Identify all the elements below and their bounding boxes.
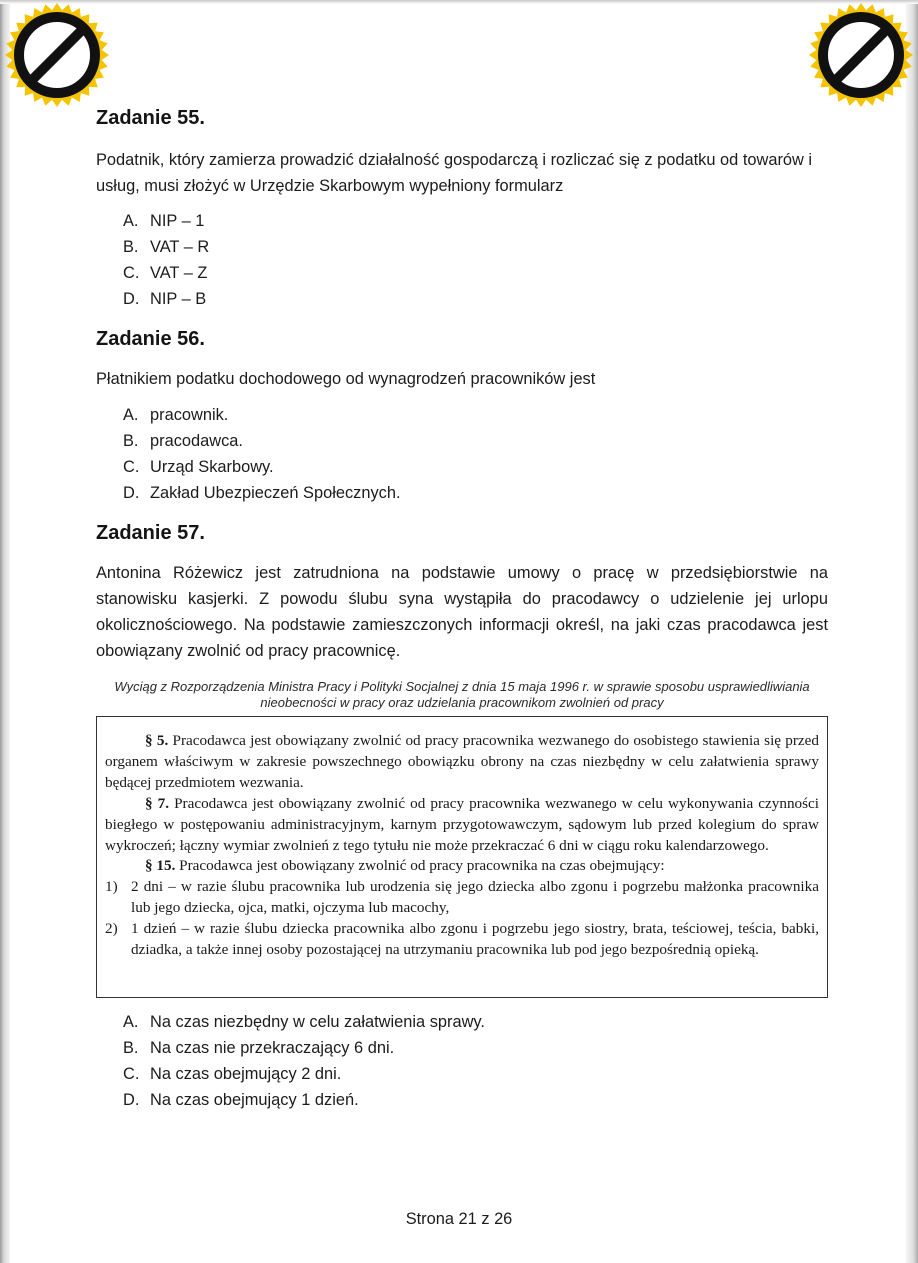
prohibited-icon	[808, 2, 914, 108]
excerpt-caption: Wyciąg z Rozporządzenia Ministra Pracy i Polityki Socjalnej z dnia 15 maja 1996 r. w sprawie sposobu usprawiedliwiania nieobecności w pracy oraz udzielania pracownikom zwolnień od pracy	[114, 679, 810, 710]
regulation-excerpt	[96, 716, 828, 998]
task-57-option-c[interactable]: C. Na czas obejmujący 2 dni.	[123, 1065, 342, 1083]
task-55-option-c[interactable]: C. VAT – Z	[123, 264, 208, 282]
scan-edge-left	[0, 0, 10, 1263]
paragraph-5: § 5. Pracodawca jest obowiązany zwolnić od pracy pracownika wezwanego do osobistego stawienia się przed organem właściwym w zakresie powszechnego obowiązku obrony na czas niezbędny w celu załatwienia sprawy będącej przedmiotem wezwania.	[105, 732, 820, 791]
page-number: Strona 21 z 26	[405, 1210, 513, 1228]
task-56-option-d[interactable]: D. Zakład Ubezpieczeń Społecznych.	[123, 484, 401, 502]
paragraph-15-item-1: 1) 2 dni – w razie ślubu pracownika lub urodzenia się jego dziecka albo zgonu i pogrzebu małżonka pracownika lub jego dziecka, ojca, matki, ojczyma lub macochy,	[105, 878, 819, 917]
task-56-option-a[interactable]: A. pracownik.	[123, 406, 229, 424]
task-57-option-a[interactable]: A. Na czas niezbędny w celu załatwienia sprawy.	[123, 1013, 485, 1031]
task-55-stem: Podatnik, który zamierza prowadzić działalność gospodarczą i rozliczać się z podatku od towarów i usług, musi złożyć w Urzędzie Skarbowym wypełniony formularz	[96, 151, 813, 195]
task-57-option-d[interactable]: D. Na czas obejmujący 1 dzień.	[123, 1091, 359, 1109]
task-56-option-c[interactable]: C. Urząd Skarbowy.	[123, 458, 274, 476]
task-56-stem: Płatnikiem podatku dochodowego od wynagrodzeń pracowników jest	[96, 370, 596, 388]
task-55-title: Zadanie 55.	[96, 107, 205, 129]
scan-edge-right	[906, 0, 918, 1263]
task-57-title: Zadanie 57.	[96, 522, 205, 544]
task-55-option-d[interactable]: D. NIP – B	[123, 290, 207, 308]
prohibited-icon	[4, 2, 110, 108]
scan-edge-top	[0, 0, 918, 4]
task-57-stem: Antonina Różewicz jest zatrudniona na podstawie umowy o pracę w przedsiębiorstwie na stanowisku kasjerki. Z powodu ślubu syna wystąpiła do pracodawcy o udzielenie jej urlopu okolicznościowego. Na podstawie zamieszczonych informacji określ, na jaki czas pracodawca jest obowiązany zwolnić od pracy pracownicę.	[96, 564, 828, 660]
paragraph-7: § 7. Pracodawca jest obowiązany zwolnić od pracy pracownika wezwanego w celu wykonywania czynności biegłego w postępowaniu administracyjnym, karnym przygotowawczym, sądowym lub przed kolegium do spraw wykroczeń; łączny wymiar zwolnień z tego tytułu nie może przekraczać 6 dni w ciągu roku kalendarzowego.	[105, 794, 820, 854]
paragraph-15-item-2: 2) 1 dzień – w razie ślubu dziecka pracownika albo zgonu i pogrzebu jego siostry, brata, teściowej, teścia, babki, dziadka, a także innej osoby pozostającej na utrzymaniu pracownika lub pod jego bezpośrednią opieką.	[105, 920, 819, 959]
task-55-option-a[interactable]: A. NIP – 1	[123, 212, 205, 230]
task-57-option-b[interactable]: B. Na czas nie przekraczający 6 dni.	[123, 1039, 395, 1057]
task-56-option-b[interactable]: B. pracodawca.	[123, 432, 243, 450]
task-56-title: Zadanie 56.	[96, 328, 205, 350]
paragraph-15: § 15. Pracodawca jest obowiązany zwolnić od pracy pracownika na czas obejmujący:	[145, 857, 665, 875]
task-55-option-b[interactable]: B. VAT – R	[123, 238, 210, 256]
